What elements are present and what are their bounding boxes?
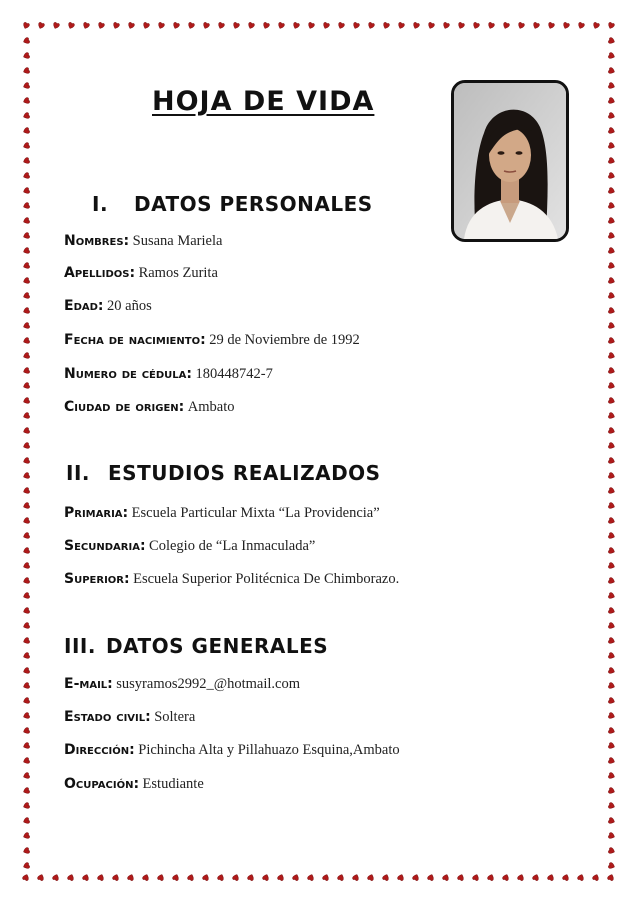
heart-icon (608, 397, 616, 404)
heart-icon (23, 502, 31, 509)
heart-icon (608, 292, 616, 299)
heart-icon (382, 874, 389, 882)
profile-photo (451, 80, 569, 242)
heart-icon (547, 22, 554, 30)
field-value: 20 años (107, 298, 152, 314)
heart-icon (577, 22, 584, 30)
page-title: HOJA DE VIDA (152, 86, 375, 117)
heart-icon (608, 37, 616, 44)
heart-icon (23, 247, 31, 254)
heart-icon (37, 874, 44, 882)
heart-icon (202, 874, 209, 882)
heart-icon (412, 22, 419, 30)
heart-icon (472, 874, 479, 882)
section-number: I. (92, 192, 109, 216)
heart-icon (37, 22, 44, 30)
heart-icon (608, 217, 616, 224)
heart-icon (23, 37, 31, 44)
heart-icon (608, 772, 616, 779)
heart-icon (367, 22, 374, 30)
heart-icon (172, 22, 179, 30)
heart-icon (608, 442, 616, 449)
field-direccion (64, 742, 400, 759)
heart-icon (23, 592, 31, 599)
heart-icon (608, 382, 616, 389)
heart-icon (157, 22, 164, 30)
heart-icon (187, 874, 194, 882)
heart-icon (608, 352, 616, 359)
heart-icon (23, 832, 31, 839)
heart-icon (547, 874, 554, 882)
heart-icon (52, 22, 59, 30)
heart-icon (292, 874, 299, 882)
heart-icon (608, 277, 616, 284)
heart-icon (23, 607, 31, 614)
field-label: Superior: (64, 571, 130, 587)
section-heading-estudios (66, 461, 381, 485)
field-label: E-mail: (64, 676, 113, 692)
heart-icon (608, 817, 616, 824)
field-label: Secundaria: (64, 538, 146, 554)
heart-icon (277, 874, 284, 882)
heart-icon (397, 874, 404, 882)
heart-icon (608, 232, 616, 239)
field-value: Ambato (187, 399, 235, 415)
field-value: Susana Mariela (132, 233, 223, 249)
heart-icon (187, 22, 194, 30)
field-label: Apellidos: (64, 265, 136, 281)
heart-icon (608, 337, 616, 344)
heart-icon (157, 874, 164, 882)
heart-icon (608, 757, 616, 764)
field-ciudad-origen (64, 399, 234, 416)
heart-icon (23, 862, 31, 869)
heart-icon (608, 112, 616, 119)
heart-icon (82, 874, 89, 882)
heart-icon (608, 517, 616, 524)
heart-icon (608, 847, 616, 854)
heart-icon (232, 22, 239, 30)
heart-icon (23, 172, 31, 179)
heart-icon (608, 97, 616, 104)
heart-icon (23, 682, 31, 689)
heart-icon (607, 874, 614, 882)
heart-icon (23, 322, 31, 329)
heart-icon (232, 874, 239, 882)
heart-icon (172, 874, 179, 882)
heart-icon (23, 52, 31, 59)
heart-icon (23, 412, 31, 419)
heart-icon (307, 22, 314, 30)
heart-icon (127, 874, 134, 882)
heart-icon (487, 22, 494, 30)
heart-icon (608, 52, 616, 59)
field-value: Ramos Zurita (138, 265, 218, 281)
heart-icon (608, 307, 616, 314)
heart-icon (67, 22, 74, 30)
heart-icon (23, 232, 31, 239)
heart-icon (23, 787, 31, 794)
heart-icon (457, 22, 464, 30)
section-heading-text: DATOS PERSONALES (134, 192, 373, 216)
field-label: Numero de cédula: (64, 366, 193, 382)
heart-icon (292, 22, 299, 30)
heart-icon (23, 202, 31, 209)
heart-icon (532, 22, 539, 30)
heart-icon (23, 82, 31, 89)
heart-icon (23, 457, 31, 464)
heart-icon (608, 727, 616, 734)
heart-icon (23, 367, 31, 374)
heart-icon (577, 874, 584, 882)
heart-icon (608, 502, 616, 509)
heart-icon (608, 577, 616, 584)
heart-icon (608, 412, 616, 419)
field-value: Escuela Particular Mixta “La Providencia” (131, 505, 380, 521)
heart-icon (23, 472, 31, 479)
heart-icon (608, 262, 616, 269)
heart-icon (322, 22, 329, 30)
heart-icon (382, 22, 389, 30)
field-label: Nombres: (64, 233, 130, 249)
field-nombres (64, 233, 222, 250)
heart-icon (412, 874, 419, 882)
heart-icon (442, 874, 449, 882)
heart-icon (23, 817, 31, 824)
heart-icon (608, 367, 616, 374)
heart-icon (502, 22, 509, 30)
field-apellidos (64, 265, 218, 282)
section-heading-text: ESTUDIOS REALIZADOS (108, 461, 381, 485)
heart-icon (608, 427, 616, 434)
heart-icon (607, 22, 614, 30)
heart-icon (23, 742, 31, 749)
heart-icon (23, 157, 31, 164)
heart-icon (367, 874, 374, 882)
field-value: susyramos2992_@hotmail.com (116, 676, 300, 692)
heart-icon (608, 157, 616, 164)
heart-icon (608, 592, 616, 599)
heart-icon (23, 562, 31, 569)
heart-icon (23, 802, 31, 809)
heart-icon (23, 772, 31, 779)
heart-icon (23, 292, 31, 299)
heart-icon (608, 547, 616, 554)
heart-icon (23, 637, 31, 644)
heart-icon (22, 22, 29, 30)
heart-icon (352, 22, 359, 30)
heart-icon (23, 187, 31, 194)
field-label: Dirección: (64, 742, 135, 758)
section-heading-text: DATOS GENERALES (106, 634, 329, 658)
heart-icon (322, 874, 329, 882)
heart-icon (82, 22, 89, 30)
heart-icon (608, 322, 616, 329)
heart-icon (608, 487, 616, 494)
heart-icon (23, 382, 31, 389)
heart-icon (608, 832, 616, 839)
heart-icon (217, 874, 224, 882)
heart-icon (97, 874, 104, 882)
field-label: Estado civil: (64, 709, 151, 725)
heart-icon (472, 22, 479, 30)
heart-icon (23, 577, 31, 584)
field-label: Edad: (64, 298, 104, 314)
heart-icon (112, 874, 119, 882)
heart-icon (23, 127, 31, 134)
field-secundaria (64, 538, 315, 555)
heart-icon (608, 742, 616, 749)
heart-icon (427, 22, 434, 30)
heart-icon (22, 874, 29, 882)
field-label: Ciudad de origen: (64, 399, 185, 415)
heart-icon (23, 757, 31, 764)
heart-icon (23, 532, 31, 539)
heart-icon (23, 277, 31, 284)
heart-icon (608, 862, 616, 869)
field-ocupacion (64, 776, 204, 793)
heart-icon (247, 22, 254, 30)
field-value: Escuela Superior Politécnica De Chimborazo. (133, 571, 400, 587)
heart-icon (23, 712, 31, 719)
heart-icon (23, 652, 31, 659)
heart-icon (23, 727, 31, 734)
heart-icon (23, 142, 31, 149)
field-value: 29 de Noviembre de 1992 (209, 332, 360, 348)
heart-icon (608, 802, 616, 809)
heart-icon (23, 352, 31, 359)
heart-icon (608, 187, 616, 194)
heart-icon (337, 874, 344, 882)
heart-icon (517, 22, 524, 30)
heart-icon (608, 532, 616, 539)
field-label: Fecha de nacimiento: (64, 332, 206, 348)
heart-icon (23, 397, 31, 404)
field-value: 180448742-7 (195, 366, 273, 382)
heart-icon (217, 22, 224, 30)
heart-icon (608, 457, 616, 464)
heart-icon (23, 697, 31, 704)
field-email (64, 676, 300, 693)
heart-icon (608, 142, 616, 149)
heart-icon (277, 22, 284, 30)
heart-icon (397, 22, 404, 30)
field-value: Colegio de “La Inmaculada” (149, 538, 316, 554)
heart-icon (127, 22, 134, 30)
heart-icon (97, 22, 104, 30)
heart-icon (608, 82, 616, 89)
heart-icon (608, 787, 616, 794)
field-superior (64, 571, 399, 588)
heart-icon (202, 22, 209, 30)
field-value: Soltera (154, 709, 196, 725)
section-heading-datos-personales (92, 192, 373, 216)
heart-icon (608, 712, 616, 719)
heart-icon (23, 487, 31, 494)
heart-icon (608, 667, 616, 674)
heart-icon (23, 112, 31, 119)
heart-icon (23, 442, 31, 449)
heart-icon (532, 874, 539, 882)
heart-icon (352, 874, 359, 882)
heart-icon (262, 874, 269, 882)
heart-icon (502, 874, 509, 882)
heart-icon (67, 874, 74, 882)
heart-icon (608, 697, 616, 704)
section-heading-datos-generales (64, 634, 328, 658)
heart-icon (457, 874, 464, 882)
field-value: Estudiante (142, 776, 204, 792)
heart-icon (608, 127, 616, 134)
field-edad (64, 298, 152, 315)
heart-icon (307, 874, 314, 882)
heart-icon (23, 622, 31, 629)
heart-icon (23, 427, 31, 434)
heart-icon (608, 202, 616, 209)
heart-icon (23, 547, 31, 554)
heart-icon (608, 247, 616, 254)
heart-icon (262, 22, 269, 30)
heart-icon (23, 97, 31, 104)
heart-icon (427, 874, 434, 882)
heart-icon (23, 847, 31, 854)
heart-icon (442, 22, 449, 30)
heart-icon (52, 874, 59, 882)
heart-icon (23, 517, 31, 524)
heart-icon (142, 874, 149, 882)
field-estado-civil (64, 709, 195, 726)
heart-icon (112, 22, 119, 30)
heart-icon (608, 67, 616, 74)
field-value: Pichincha Alta y Pillahuazo Esquina,Ambato (138, 742, 400, 758)
section-number: II. (66, 461, 90, 485)
field-cedula (64, 366, 273, 383)
heart-icon (517, 874, 524, 882)
heart-icon (608, 562, 616, 569)
heart-icon (142, 22, 149, 30)
heart-icon (562, 874, 569, 882)
field-fecha-nacimiento (64, 332, 360, 349)
heart-icon (487, 874, 494, 882)
heart-icon (608, 622, 616, 629)
heart-icon (337, 22, 344, 30)
heart-icon (608, 682, 616, 689)
heart-icon (23, 667, 31, 674)
heart-icon (608, 607, 616, 614)
heart-icon (23, 337, 31, 344)
field-label: Ocupación: (64, 776, 140, 792)
heart-icon (23, 67, 31, 74)
heart-icon (23, 217, 31, 224)
heart-icon (592, 22, 599, 30)
heart-icon (23, 307, 31, 314)
heart-icon (608, 637, 616, 644)
heart-icon (592, 874, 599, 882)
heart-icon (608, 652, 616, 659)
heart-icon (247, 874, 254, 882)
heart-icon (608, 472, 616, 479)
field-label: Primaria: (64, 505, 129, 521)
field-primaria (64, 505, 380, 522)
section-number: III. (64, 634, 96, 658)
heart-icon (608, 172, 616, 179)
portrait-image (454, 83, 566, 239)
heart-icon (562, 22, 569, 30)
heart-icon (23, 262, 31, 269)
